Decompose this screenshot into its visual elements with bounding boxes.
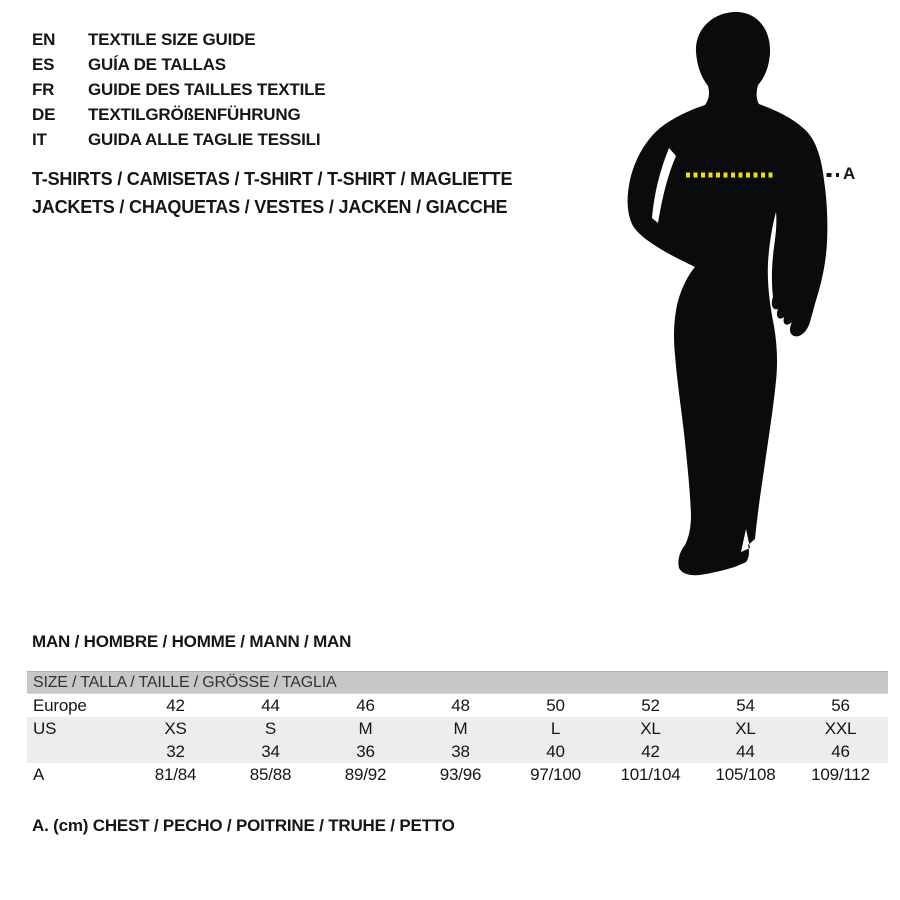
row-label: US: [33, 718, 57, 738]
table-cell: 32: [166, 741, 185, 761]
size-table: [27, 671, 888, 786]
language-label: TEXTILE SIZE GUIDE: [88, 29, 256, 49]
table-cell: 52: [641, 695, 660, 715]
language-code: IT: [32, 129, 47, 149]
table-cell: 81/84: [154, 764, 197, 784]
table-cell: 44: [261, 695, 280, 715]
table-cell: 46: [831, 741, 850, 761]
table-row-numeric: [27, 740, 888, 763]
table-cell: 54: [736, 695, 755, 715]
language-label: GUIDE DES TAILLES TEXTILE: [88, 79, 326, 99]
table-cell: 34: [261, 741, 280, 761]
table-row-chest-a: [27, 763, 888, 786]
table-cell: M: [358, 718, 373, 738]
table-cell: 38: [451, 741, 470, 761]
table-cell: 42: [641, 741, 660, 761]
table-cell: 105/108: [715, 764, 776, 784]
table-cell: M: [453, 718, 468, 738]
row-label: Europe: [33, 695, 87, 715]
table-cell: 101/104: [620, 764, 681, 784]
language-code: DE: [32, 104, 56, 124]
language-label: TEXTILGRÖßENFÜHRUNG: [88, 104, 301, 124]
table-cell: 85/88: [249, 764, 292, 784]
table-cell: S: [264, 718, 277, 738]
table-cell: 97/100: [530, 764, 581, 784]
table-cell: 109/112: [811, 764, 870, 784]
language-label: GUÍA DE TALLAS: [88, 54, 226, 74]
table-cell: L: [550, 718, 561, 738]
category-line-jackets: JACKETS / CHAQUETAS / VESTES / JACKEN / GIACCHE: [32, 197, 508, 217]
row-label: A: [33, 764, 45, 784]
table-cell: 56: [831, 695, 850, 715]
table-row-europe: [27, 694, 888, 717]
measure-label-a: A: [843, 164, 856, 183]
table-cell: XL: [640, 718, 661, 738]
table-cell: XL: [735, 718, 756, 738]
table-cell: XS: [164, 718, 187, 738]
language-code: ES: [32, 54, 55, 74]
table-cell: 48: [451, 695, 470, 715]
size-table-header: SIZE / TALLA / TAILLE / GRÖSSE / TAGLIA: [27, 671, 888, 694]
section-title-man: MAN / HOMBRE / HOMME / MANN / MAN: [32, 632, 352, 651]
table-cell: 89/92: [344, 764, 387, 784]
measurement-footnote: A. (cm) CHEST / PECHO / POITRINE / TRUHE / PETTO: [32, 816, 455, 835]
language-code: FR: [32, 79, 55, 99]
table-cell: XXL: [824, 718, 857, 738]
table-cell: 40: [546, 741, 565, 761]
table-cell: 50: [546, 695, 565, 715]
man-silhouette-shape: [628, 12, 828, 575]
table-cell: 46: [356, 695, 375, 715]
language-label: GUIDA ALLE TAGLIE TESSILI: [88, 129, 321, 149]
table-cell: 42: [166, 695, 185, 715]
category-line-tshirts: T-SHIRTS / CAMISETAS / T-SHIRT / T-SHIRT / MAGLIETTE: [32, 169, 513, 189]
table-row-us: [27, 717, 888, 740]
table-cell: 44: [736, 741, 755, 761]
language-code: EN: [32, 29, 56, 49]
table-cell: 93/96: [439, 764, 482, 784]
table-cell: 36: [356, 741, 375, 761]
